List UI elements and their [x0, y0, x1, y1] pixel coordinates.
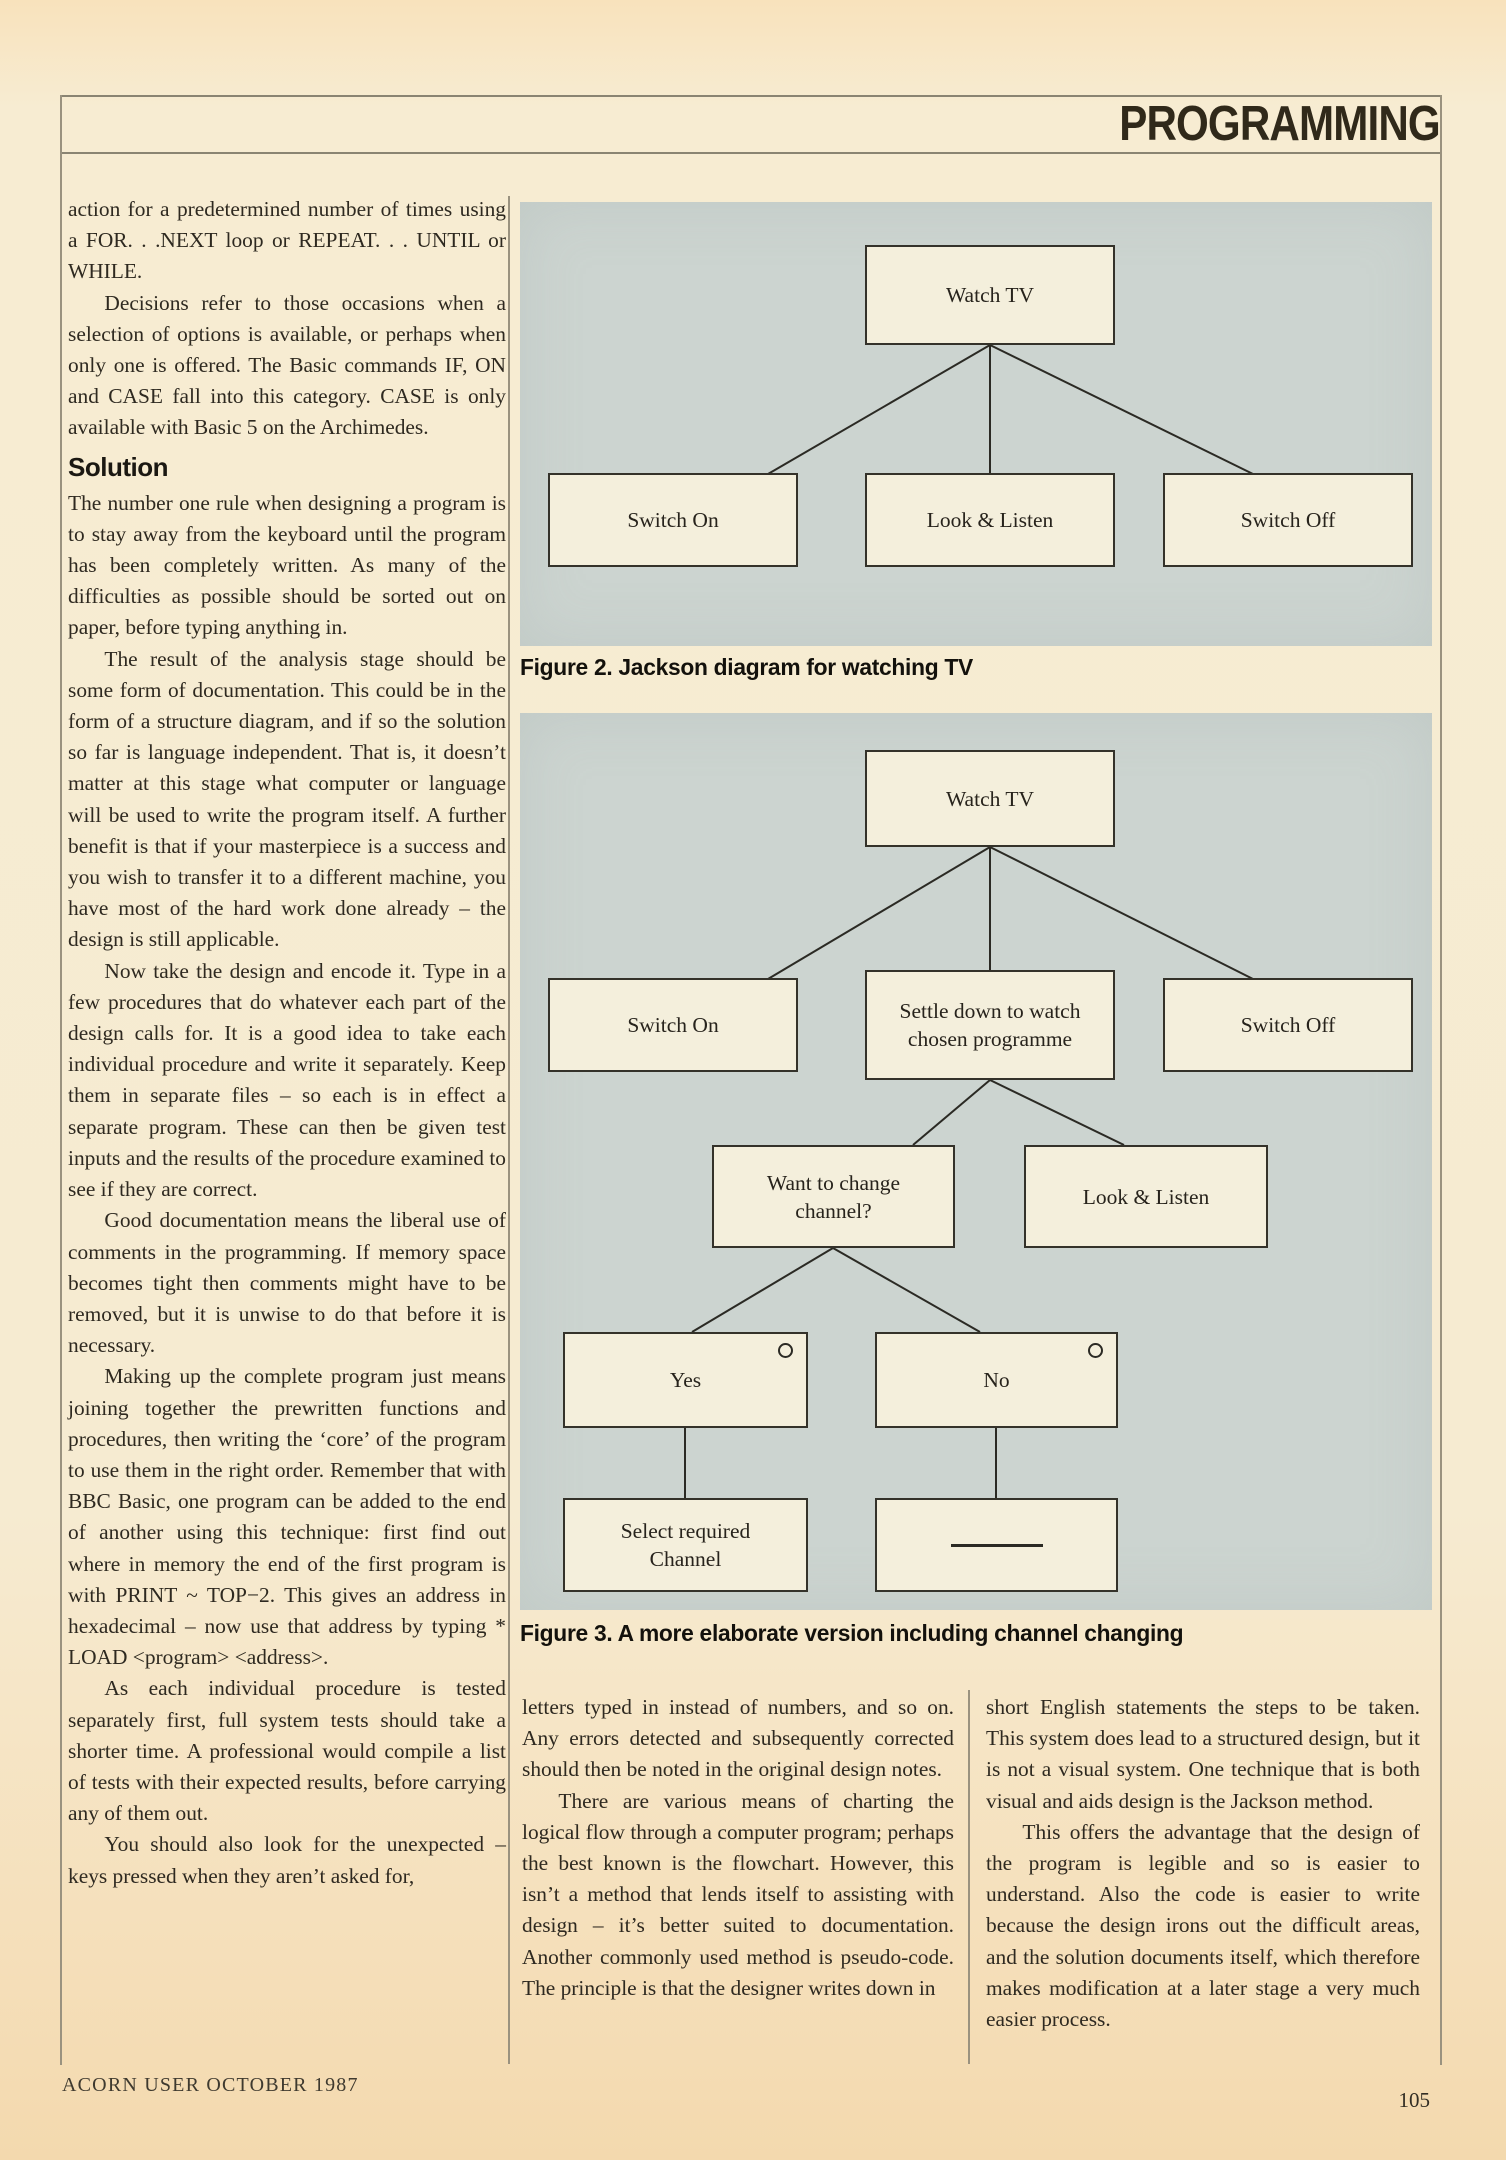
node-blank-action [875, 1498, 1118, 1592]
paragraph: As each individual procedure is tested separately first, full system tests should take a shorter time. A professional would compile a list of tests with their expected results, before carrying any of them out. [68, 1676, 506, 1826]
connector-line [990, 847, 1253, 979]
paragraph: The result of the analysis stage should be some form of documentation. This could be in the form of a structure diagram, and if so the solution so far is language independent. That is, it doesn’t matter at this stage what computer or language will be used to write the program itself. A further benefit is that if your masterpiece is a success and you wish to transfer it to a different machine, you have most of the hard work done already – the design is still applicable. [68, 646, 506, 952]
figure3-connectors [520, 713, 1432, 1610]
left-column [68, 194, 506, 1892]
solution-paragraphs [68, 488, 506, 1892]
paragraph: This offers the advantage that the design of the program is legible and so is easier to understand. Also the code is easier to write because the design irons out the difficult areas, and the solution documents itself, which therefore makes modification at a later stage a very much easier process. [986, 1819, 1420, 2032]
blank-action-dash-icon [951, 1544, 1043, 1547]
footer-magazine-date: ACORN USER OCTOBER 1987 [62, 2074, 359, 2096]
page-number: 105 [1398, 2088, 1430, 2112]
paragraph: You should also look for the unexpected – keys pressed when they aren’t asked for, [68, 1832, 506, 1888]
figure2-caption: Figure 2. Jackson diagram for watching TV [520, 654, 973, 680]
node-watch-tv: Watch TV [865, 750, 1115, 847]
figure3-caption: Figure 3. A more elaborate version including channel changing [520, 1620, 1184, 1646]
connector-line [768, 345, 990, 474]
connector-line [833, 1248, 980, 1332]
section-title: PROGRAMMING [1119, 97, 1440, 151]
node-yes [563, 1332, 808, 1428]
figure2-panel [520, 202, 1432, 646]
node-want-change: Want to change channel? [712, 1145, 955, 1248]
solution-heading: Solution [68, 451, 168, 482]
node-switch-on: Switch On [548, 473, 798, 567]
node-no [875, 1332, 1118, 1428]
node-no-label: No [983, 1368, 1010, 1392]
node-settle-down: Settle down to watch chosen programme [865, 970, 1115, 1080]
page-frame-right [1440, 95, 1442, 2065]
connector-line [913, 1080, 990, 1145]
paragraph: action for a predetermined number of times using a FOR. . .NEXT loop or REPEAT. . . UNTIL or WHILE. [68, 197, 506, 284]
selection-circle-icon [778, 1343, 793, 1358]
node-look-listen: Look & Listen [1024, 1145, 1268, 1248]
paragraph: short English statements the steps to be taken. This system does lead to a structured design, but it is not a visual system. One technique that is both visual and aids design is the Jackson method. [986, 1695, 1420, 1813]
page-frame-left [60, 95, 62, 2065]
node-watch-tv: Watch TV [865, 245, 1115, 345]
paragraph: Now take the design and encode it. Type in a few procedures that do whatever each part of the design calls for. It is a good idea to take each individual procedure and write it separately. Keep them in separate files – so each is in effect a separate program. These can then be given test inputs and the results of the procedure examined to see if they are correct. [68, 958, 506, 1202]
node-select-channel: Select required Channel [563, 1498, 808, 1592]
paragraph: Making up the complete program just means joining together the prewritten functions and procedures, then writing the ‘core’ of the program to use them in the right order. Remember that with BBC Basic, one program can be added to the end of another using this technique: first find out where in memory the end of the first program is with PRINT ~ TOP−2. This gives an address in hexadecimal – now use that address by typing * LOAD <program> <address>. [68, 1364, 506, 1670]
node-switch-off: Switch Off [1163, 978, 1413, 1072]
paragraph: Good documentation means the liberal use of comments in the programming. If memory space becomes tight then comments might have to be removed, but it is unwise to do that before it is necessary. [68, 1208, 506, 1358]
bottom-middle-column [522, 1692, 954, 2004]
node-switch-off: Switch Off [1163, 473, 1413, 567]
connector-line [990, 345, 1253, 474]
connector-line [990, 1080, 1124, 1145]
node-switch-on: Switch On [548, 978, 798, 1072]
paragraph: letters typed in instead of numbers, and so on. Any errors detected and subsequently corrected should then be noted in the original design notes. [522, 1695, 954, 1782]
bottom-right-column [986, 1692, 1420, 2035]
column-divider-left [508, 196, 510, 2064]
intro-paragraphs [68, 194, 506, 444]
figure3-panel [520, 713, 1432, 1610]
paragraph: Decisions refer to those occasions when a selection of options is available, or perhaps when only one is offered. The Basic commands IF, ON and CASE fall into this category. CASE is only available with Basic 5 on the Archimedes. [68, 290, 506, 440]
connector-line [768, 847, 990, 979]
header-bottom-rule [60, 152, 1442, 154]
selection-circle-icon [1088, 1343, 1103, 1358]
connector-line [692, 1248, 833, 1332]
node-yes-label: Yes [669, 1368, 702, 1392]
node-look-listen: Look & Listen [865, 473, 1115, 567]
column-divider-bottom [968, 1690, 970, 2064]
paragraph: There are various means of charting the logical flow through a computer program; perhaps the best known is the flowchart. However, this isn’t a method that lends itself to assisting with design – it’s better suited to documentation. Another commonly used method is pseudo-code. The principle is that the designer writes down in [522, 1788, 954, 2000]
paragraph: The number one rule when designing a program is to stay away from the keyboard until the program has been completely written. As many of the difficulties as possible should be sorted out on paper, before typing anything in. [68, 490, 506, 640]
